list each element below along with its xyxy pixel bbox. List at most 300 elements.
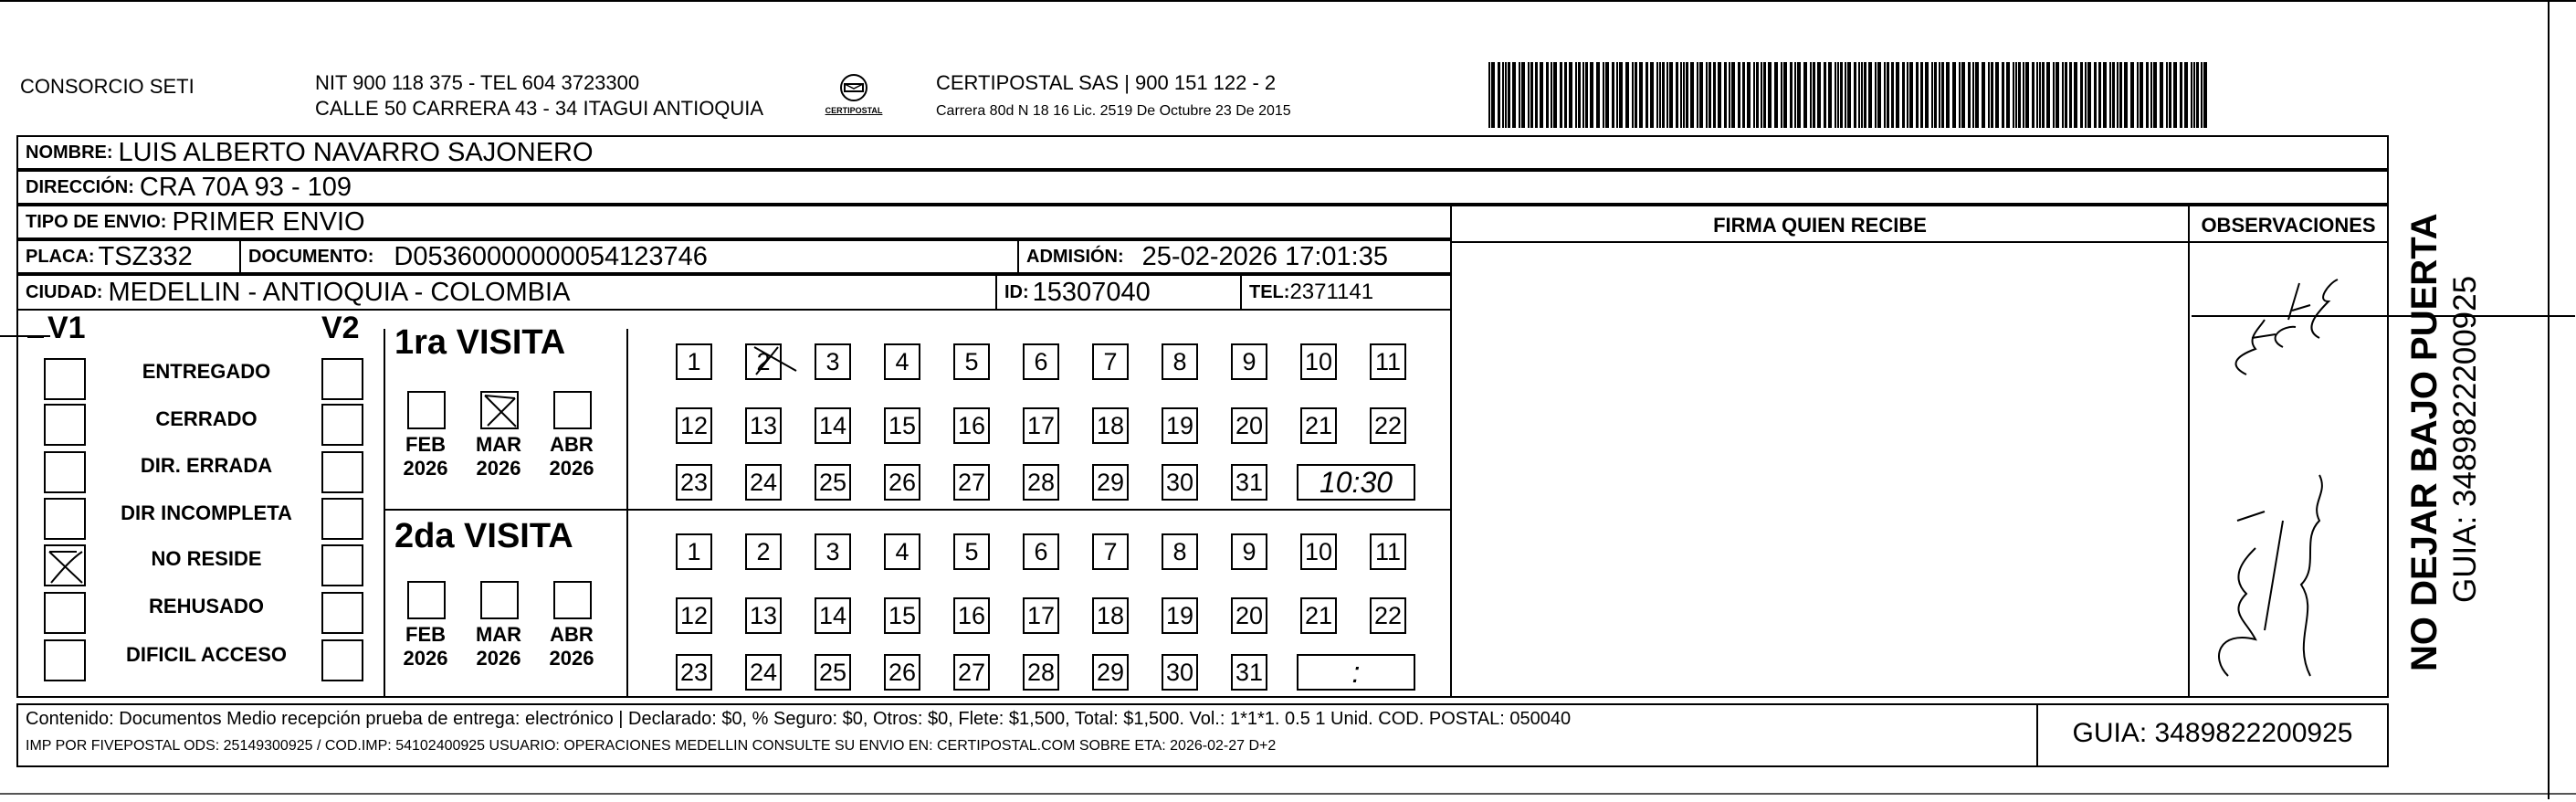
first-visit-day-17[interactable] (1023, 407, 1059, 444)
v2-label: V2 (321, 311, 360, 345)
day-number: 29 (1096, 468, 1125, 496)
barcode-bar (1724, 62, 1727, 128)
first-visit-day-5[interactable] (953, 343, 990, 380)
first-visit-month-label (471, 433, 526, 480)
first-visit-day-20[interactable] (1231, 407, 1267, 444)
admission-cell (1017, 239, 1452, 274)
v1-checkbox[interactable] (44, 451, 86, 493)
barcode-bar (1729, 62, 1730, 128)
day-number: 23 (679, 658, 709, 686)
first-visit-day-16[interactable] (953, 407, 990, 444)
first-visit-title: 1ra VISITA (394, 323, 566, 362)
day-number: 9 (1242, 347, 1256, 375)
second-visit-day-16[interactable] (953, 597, 990, 634)
day-number: 21 (1304, 601, 1333, 629)
barcode-bar (1650, 62, 1654, 128)
company-name: CONSORCIO SETI (20, 75, 195, 98)
barcode-bar (2062, 62, 2064, 128)
barcode-bar (1680, 62, 1682, 128)
second-visit-time[interactable] (1297, 654, 1415, 691)
imp-line: IMP POR FIVEPOSTAL ODS: 25149300925 / COD.IMP: 54102400925 USUARIO: OPERACIONES MEDELLIN CONSULTE SU ENVIO EN: CERTIPOSTAL.COM SOBRE ETA: 2026-02-27 D+2 (26, 738, 1277, 754)
first-visit-day-30[interactable] (1162, 464, 1198, 501)
barcode-bar (1742, 62, 1745, 128)
second-visit-day-15[interactable] (884, 597, 920, 634)
first-visit-day-22[interactable] (1370, 407, 1406, 444)
day-number: 25 (818, 468, 847, 496)
barcode-bar (1931, 62, 1933, 128)
barcode-bar (1817, 62, 1821, 128)
first-visit-day-25[interactable] (815, 464, 851, 501)
v2-checkbox[interactable] (321, 451, 363, 493)
document-cell (239, 239, 1019, 274)
barcode-bar (1662, 62, 1665, 128)
barcode-bar (2109, 62, 2111, 128)
city-cell (16, 274, 997, 311)
barcode-bar (1875, 62, 1877, 128)
barcode-bar (1794, 62, 1796, 128)
barcode-bar (1988, 62, 1990, 128)
barcode-bar (1925, 62, 1929, 128)
barcode-bar (1756, 62, 1759, 128)
second-visit-day-18[interactable] (1092, 597, 1129, 634)
barcode-bar (1835, 62, 1836, 128)
barcode-bar (1982, 62, 1985, 128)
day-number: 28 (1026, 468, 1056, 496)
month-name: FEB (405, 623, 446, 646)
barcode-bar (1761, 62, 1762, 128)
first-visit-day-7[interactable] (1092, 343, 1129, 380)
day-number: 5 (964, 537, 979, 565)
barcode-bar (1718, 62, 1721, 128)
second-visit-month-label (544, 623, 599, 670)
barcode-bar (2146, 62, 2149, 128)
second-visit-day-2[interactable] (745, 533, 782, 570)
barcode-bar (2036, 62, 2038, 128)
barcode-bar (1847, 62, 1851, 128)
barcode-bar (1916, 62, 1919, 128)
v1-underline (27, 336, 44, 338)
second-visit-day-20[interactable] (1231, 597, 1267, 634)
barcode-bar (2018, 62, 2021, 128)
first-visit-day-15[interactable] (884, 407, 920, 444)
barcode-bar (1763, 62, 1766, 128)
barcode-bar (1946, 62, 1950, 128)
first-visit-day-26[interactable] (884, 464, 920, 501)
shipment-label: TIPO DE ENVIO: (26, 211, 167, 232)
v1-checkbox[interactable] (44, 404, 86, 446)
first-visit-month-label (544, 433, 599, 480)
id-cell (995, 274, 1242, 311)
day-number: 10 (1304, 537, 1333, 565)
name-row (16, 135, 2389, 170)
barcode-bar (1961, 62, 1965, 128)
second-visit-day-10[interactable] (1300, 533, 1337, 570)
day-number: 12 (679, 411, 709, 439)
second-visit-day-9[interactable] (1231, 533, 1267, 570)
barcode-bar (1498, 62, 1500, 128)
barcode-bar (1864, 62, 1866, 128)
observations-header: OBSERVACIONES (2201, 214, 2376, 237)
day-number: 27 (957, 468, 986, 496)
barcode-bar (1868, 62, 1872, 128)
city-value: MEDELLIN - ANTIOQUIA - COLOMBIA (108, 277, 571, 307)
barcode-bar (1540, 62, 1543, 128)
second-visit-day-27[interactable] (953, 654, 990, 691)
barcode-bar (2069, 62, 2072, 128)
day-number: 26 (888, 658, 917, 686)
first-visit-day-31[interactable] (1231, 464, 1267, 501)
second-visit-day-29[interactable] (1092, 654, 1129, 691)
second-visit-day-7[interactable] (1092, 533, 1129, 570)
day-number: 2 (756, 537, 771, 565)
barcode-bar (1546, 62, 1549, 128)
first-visit-day-10[interactable] (1300, 343, 1337, 380)
document-label: DOCUMENTO: (248, 246, 374, 267)
v2-checkbox[interactable] (321, 639, 363, 681)
second-visit-month-mar-checkbox[interactable] (480, 581, 519, 619)
nit-line: NIT 900 118 375 - TEL 604 3723300 (315, 71, 640, 94)
second-visit-day-26[interactable] (884, 654, 920, 691)
v2-checkbox[interactable] (321, 498, 363, 540)
day-number: 31 (1235, 468, 1264, 496)
barcode-bar (1902, 62, 1905, 128)
first-visit-day-6[interactable] (1023, 343, 1059, 380)
v2-checkbox[interactable] (321, 592, 363, 634)
barcode-bar (1667, 62, 1668, 128)
barcode-bar (2166, 62, 2168, 128)
day-number: 14 (818, 411, 847, 439)
barcode-bar (2137, 62, 2139, 128)
barcode-bar (1699, 62, 1703, 128)
v1-checkbox[interactable] (44, 592, 86, 634)
barcode-bar (1512, 62, 1516, 128)
barcode-bar (1858, 62, 1860, 128)
first-visit-day-29[interactable] (1092, 464, 1129, 501)
barcode-bar (2042, 62, 2045, 128)
barcode-bar (1840, 62, 1843, 128)
admission-value: 25-02-2026 17:01:35 (1141, 241, 1388, 271)
v1-label: V1 (47, 311, 86, 345)
barcode-bar (1861, 62, 1863, 128)
barcode-bar (2196, 62, 2199, 128)
first-visit-day-1[interactable] (676, 343, 712, 380)
second-visit-day-22[interactable] (1370, 597, 1406, 634)
v1-checkbox[interactable] (44, 498, 86, 540)
barcode-bar (2094, 62, 2097, 128)
barcode-bar (1551, 62, 1552, 128)
day-number: 9 (1242, 537, 1256, 565)
second-visit-month-label (398, 623, 453, 670)
barcode-bar (2015, 62, 2017, 128)
first-visit-month-feb-checkbox[interactable] (407, 391, 446, 429)
no-dejar-warning: NO DEJAR BAJO PUERTA (2404, 213, 2445, 671)
second-visit-day-4[interactable] (884, 533, 920, 570)
barcode-bar (2117, 62, 2119, 128)
first-visit-day-4[interactable] (884, 343, 920, 380)
barcode-bar (2087, 62, 2091, 128)
day-check-mark (751, 343, 805, 380)
shipment-row (16, 205, 1452, 239)
month-year: 2026 (549, 647, 594, 670)
barcode-bar (1491, 62, 1495, 128)
second-visit-day-19[interactable] (1162, 597, 1198, 634)
day-number: 31 (1235, 658, 1264, 686)
v1-checkbox[interactable] (44, 544, 86, 586)
second-visit-month-abr-checkbox[interactable] (553, 581, 592, 619)
signature-area (1450, 205, 2190, 698)
day-number: 19 (1165, 411, 1194, 439)
first-visit-day-14[interactable] (815, 407, 851, 444)
plate-value: TSZ332 (98, 241, 193, 271)
admission-label: ADMISIÓN: (1026, 246, 1124, 267)
plate-label: PLACA: (26, 246, 95, 267)
second-visit-day-8[interactable] (1162, 533, 1198, 570)
day-number: 2 (756, 347, 771, 375)
barcode-bar (2080, 62, 2083, 128)
barcode-bar (1564, 62, 1567, 128)
first-visit-day-3[interactable] (815, 343, 851, 380)
barcode-bar (1941, 62, 1944, 128)
day-number: 22 (1373, 601, 1403, 629)
first-visit-day-18[interactable] (1092, 407, 1129, 444)
barcode-bar (1824, 62, 1826, 128)
day-number: 22 (1373, 411, 1403, 439)
second-visit-day-25[interactable] (815, 654, 851, 691)
issuer-address: CALLE 50 CARRERA 43 - 34 ITAGUI ANTIOQUIA (315, 97, 764, 120)
tel-cell (1240, 274, 1452, 311)
barcode-bar (1753, 62, 1755, 128)
first-visit-day-21[interactable] (1300, 407, 1337, 444)
second-visit-day-24[interactable] (745, 654, 782, 691)
day-number: 11 (1374, 347, 1402, 375)
day-number: 10 (1304, 347, 1333, 375)
v1-checkbox[interactable] (44, 639, 86, 681)
shipment-type: PRIMER ENVIO (172, 206, 365, 237)
second-visit-day-1[interactable] (676, 533, 712, 570)
status-label-rehusado: REHUSADO (149, 595, 264, 617)
month-day-divider-1 (626, 329, 628, 698)
barcode-bar (1934, 62, 1937, 128)
day-number: 14 (818, 601, 847, 629)
v2-checkbox[interactable] (321, 358, 363, 400)
barcode-bar (1907, 62, 1908, 128)
barcode-bar (2053, 62, 2055, 128)
barcode-bar (1690, 62, 1694, 128)
barcode-bar (2203, 62, 2207, 128)
second-visit-day-11[interactable] (1370, 533, 1406, 570)
barcode-bar (1590, 62, 1593, 128)
barcode-bar (2002, 62, 2004, 128)
barcode-bar (1884, 62, 1886, 128)
day-number: 26 (888, 468, 917, 496)
second-visit-day-31[interactable] (1231, 654, 1267, 691)
barcode-bar (1575, 62, 1577, 128)
v2-checkbox[interactable] (321, 544, 363, 586)
barcode-bar (1783, 62, 1787, 128)
first-visit-day-24[interactable] (745, 464, 782, 501)
barcode-bar (1585, 62, 1588, 128)
day-number: 3 (825, 347, 840, 375)
second-visit-day-21[interactable] (1300, 597, 1337, 634)
barcode-bar (1768, 62, 1772, 128)
first-visit-time[interactable] (1297, 464, 1415, 501)
second-visit-day-5[interactable] (953, 533, 990, 570)
side-guia: GUIA: 3489822200925 (2447, 275, 2483, 603)
second-visit-day-30[interactable] (1162, 654, 1198, 691)
barcode-bar (1803, 62, 1807, 128)
barcode-bar (1578, 62, 1581, 128)
day-number: 20 (1235, 601, 1264, 629)
day-number: 6 (1034, 537, 1048, 565)
month-year: 2026 (476, 457, 521, 480)
barcode-bar (1747, 62, 1751, 128)
day-number: 18 (1096, 601, 1125, 629)
first-visit-month-label (398, 433, 453, 480)
day-number: 7 (1103, 537, 1118, 565)
recipient-address: CRA 70A 93 - 109 (139, 172, 352, 202)
month-name: MAR (475, 623, 522, 646)
second-visit-day-13[interactable] (745, 597, 782, 634)
handwritten-signature (2192, 247, 2383, 694)
second-visit-title: 2da VISITA (394, 517, 573, 555)
month-year: 2026 (403, 647, 448, 670)
first-visit-day-13[interactable] (745, 407, 782, 444)
right-edge-line (2548, 0, 2550, 799)
day-number: 8 (1172, 537, 1187, 565)
barcode-bar (1738, 62, 1740, 128)
barcode-bar (1488, 62, 1490, 128)
barcode-bar (1596, 62, 1600, 128)
barcode-bar (1797, 62, 1801, 128)
barcode-bar (1616, 62, 1618, 128)
day-number: 24 (749, 468, 778, 496)
day-number: 7 (1103, 347, 1118, 375)
barcode-bar (2006, 62, 2010, 128)
barcode-bar (1828, 62, 1832, 128)
barcode-bar (1605, 62, 1609, 128)
first-visit-day-9[interactable] (1231, 343, 1267, 380)
barcode-bar (1519, 62, 1520, 128)
status-label-cerrado: CERRADO (155, 407, 258, 430)
barcode-bar (2140, 62, 2143, 128)
month-year: 2026 (403, 457, 448, 480)
day-number: 6 (1034, 347, 1048, 375)
first-visit-day-11[interactable] (1370, 343, 1406, 380)
first-visit-month-abr-checkbox[interactable] (553, 391, 592, 429)
second-visit-day-17[interactable] (1023, 597, 1059, 634)
barcode-bar (1845, 62, 1846, 128)
barcode-bar (1877, 62, 1881, 128)
barcode-bar (2039, 62, 2041, 128)
barcode-bar (2201, 62, 2203, 128)
barcode-bar (1972, 62, 1974, 128)
second-visit-month-feb-checkbox[interactable] (407, 581, 446, 619)
barcode-bar (2169, 62, 2171, 128)
barcode-bar (1975, 62, 1979, 128)
barcode-bar (1603, 62, 1604, 128)
barcode-bar (1686, 62, 1688, 128)
barcode-bar (1625, 62, 1629, 128)
second-visit-day-28[interactable] (1023, 654, 1059, 691)
day-number: 12 (679, 601, 709, 629)
first-visit-day-28[interactable] (1023, 464, 1059, 501)
first-visit-day-2[interactable] (745, 343, 782, 380)
second-visit-day-23[interactable] (676, 654, 712, 691)
barcode-bar (2193, 62, 2195, 128)
barcode-bar (1502, 62, 1504, 128)
status-label-entregado: ENTREGADO (142, 360, 271, 383)
id-label: ID: (1004, 281, 1029, 302)
barcode-bar (2153, 62, 2157, 128)
day-number: 23 (679, 468, 709, 496)
barcode-bar (1535, 62, 1538, 128)
month-year: 2026 (476, 647, 521, 670)
month-name: ABR (550, 623, 594, 646)
barcode-bar (1530, 62, 1533, 128)
v1-checkbox[interactable] (44, 358, 86, 400)
document-value: D05360000000054123746 (394, 241, 708, 271)
month-name: FEB (405, 433, 446, 456)
day-number: 16 (957, 411, 986, 439)
first-visit-day-8[interactable] (1162, 343, 1198, 380)
first-visit-day-27[interactable] (953, 464, 990, 501)
second-visit-day-6[interactable] (1023, 533, 1059, 570)
first-visit-month-mar-checkbox[interactable] (480, 391, 519, 429)
plate-cell (16, 239, 241, 274)
first-visit-day-19[interactable] (1162, 407, 1198, 444)
barcode-bar (1632, 62, 1634, 128)
barcode-bar (1968, 62, 1971, 128)
barcode-bar (1713, 62, 1716, 128)
barcode-bar (1619, 62, 1623, 128)
barcode-bar (2124, 62, 2128, 128)
barcode-bar (2184, 62, 2188, 128)
top-fold-line (904, 0, 2575, 2)
barcode-bar (1676, 62, 1678, 128)
v2-checkbox[interactable] (321, 404, 363, 446)
time-text: : (1351, 655, 1361, 689)
barcode-bar (2180, 62, 2182, 128)
day-number: 4 (895, 347, 909, 375)
observations-header-line (2188, 241, 2389, 243)
barcode-bar (1909, 62, 1913, 128)
first-visit-day-23[interactable] (676, 464, 712, 501)
barcode-bar (2023, 62, 2024, 128)
barcode-bar (2103, 62, 2107, 128)
barcode-bar (2032, 62, 2035, 128)
city-label: CIUDAD: (26, 281, 103, 302)
status-visit-divider (384, 329, 385, 698)
day-number: 3 (825, 537, 840, 565)
second-visit-day-12[interactable] (676, 597, 712, 634)
second-visit-day-3[interactable] (815, 533, 851, 570)
barcode-bar (1731, 62, 1735, 128)
barcode-bar (1959, 62, 1961, 128)
day-number: 13 (749, 411, 778, 439)
contents-line: Contenido: Documentos Medio recepción prueba de entrega: electrónico | Declarado: $0, % Seguro: $0, Otros: $0, Flete: $1,500, Total: $1,500. Vol.: 1*1*1. 0.5 1 Unid. COD. POSTAL: 050040 (26, 709, 1572, 729)
barcode-bar (1639, 62, 1643, 128)
day-number: 27 (957, 658, 986, 686)
first-visit-day-12[interactable] (676, 407, 712, 444)
address-label: DIRECCIÓN: (26, 176, 134, 197)
day-number: 15 (888, 601, 917, 629)
second-visit-day-14[interactable] (815, 597, 851, 634)
tel-value: 2371141 (1289, 280, 1374, 304)
barcode-bar (2098, 62, 2101, 128)
barcode-bar (1612, 62, 1614, 128)
barcode-bar (1810, 62, 1812, 128)
day-number: 30 (1165, 468, 1194, 496)
